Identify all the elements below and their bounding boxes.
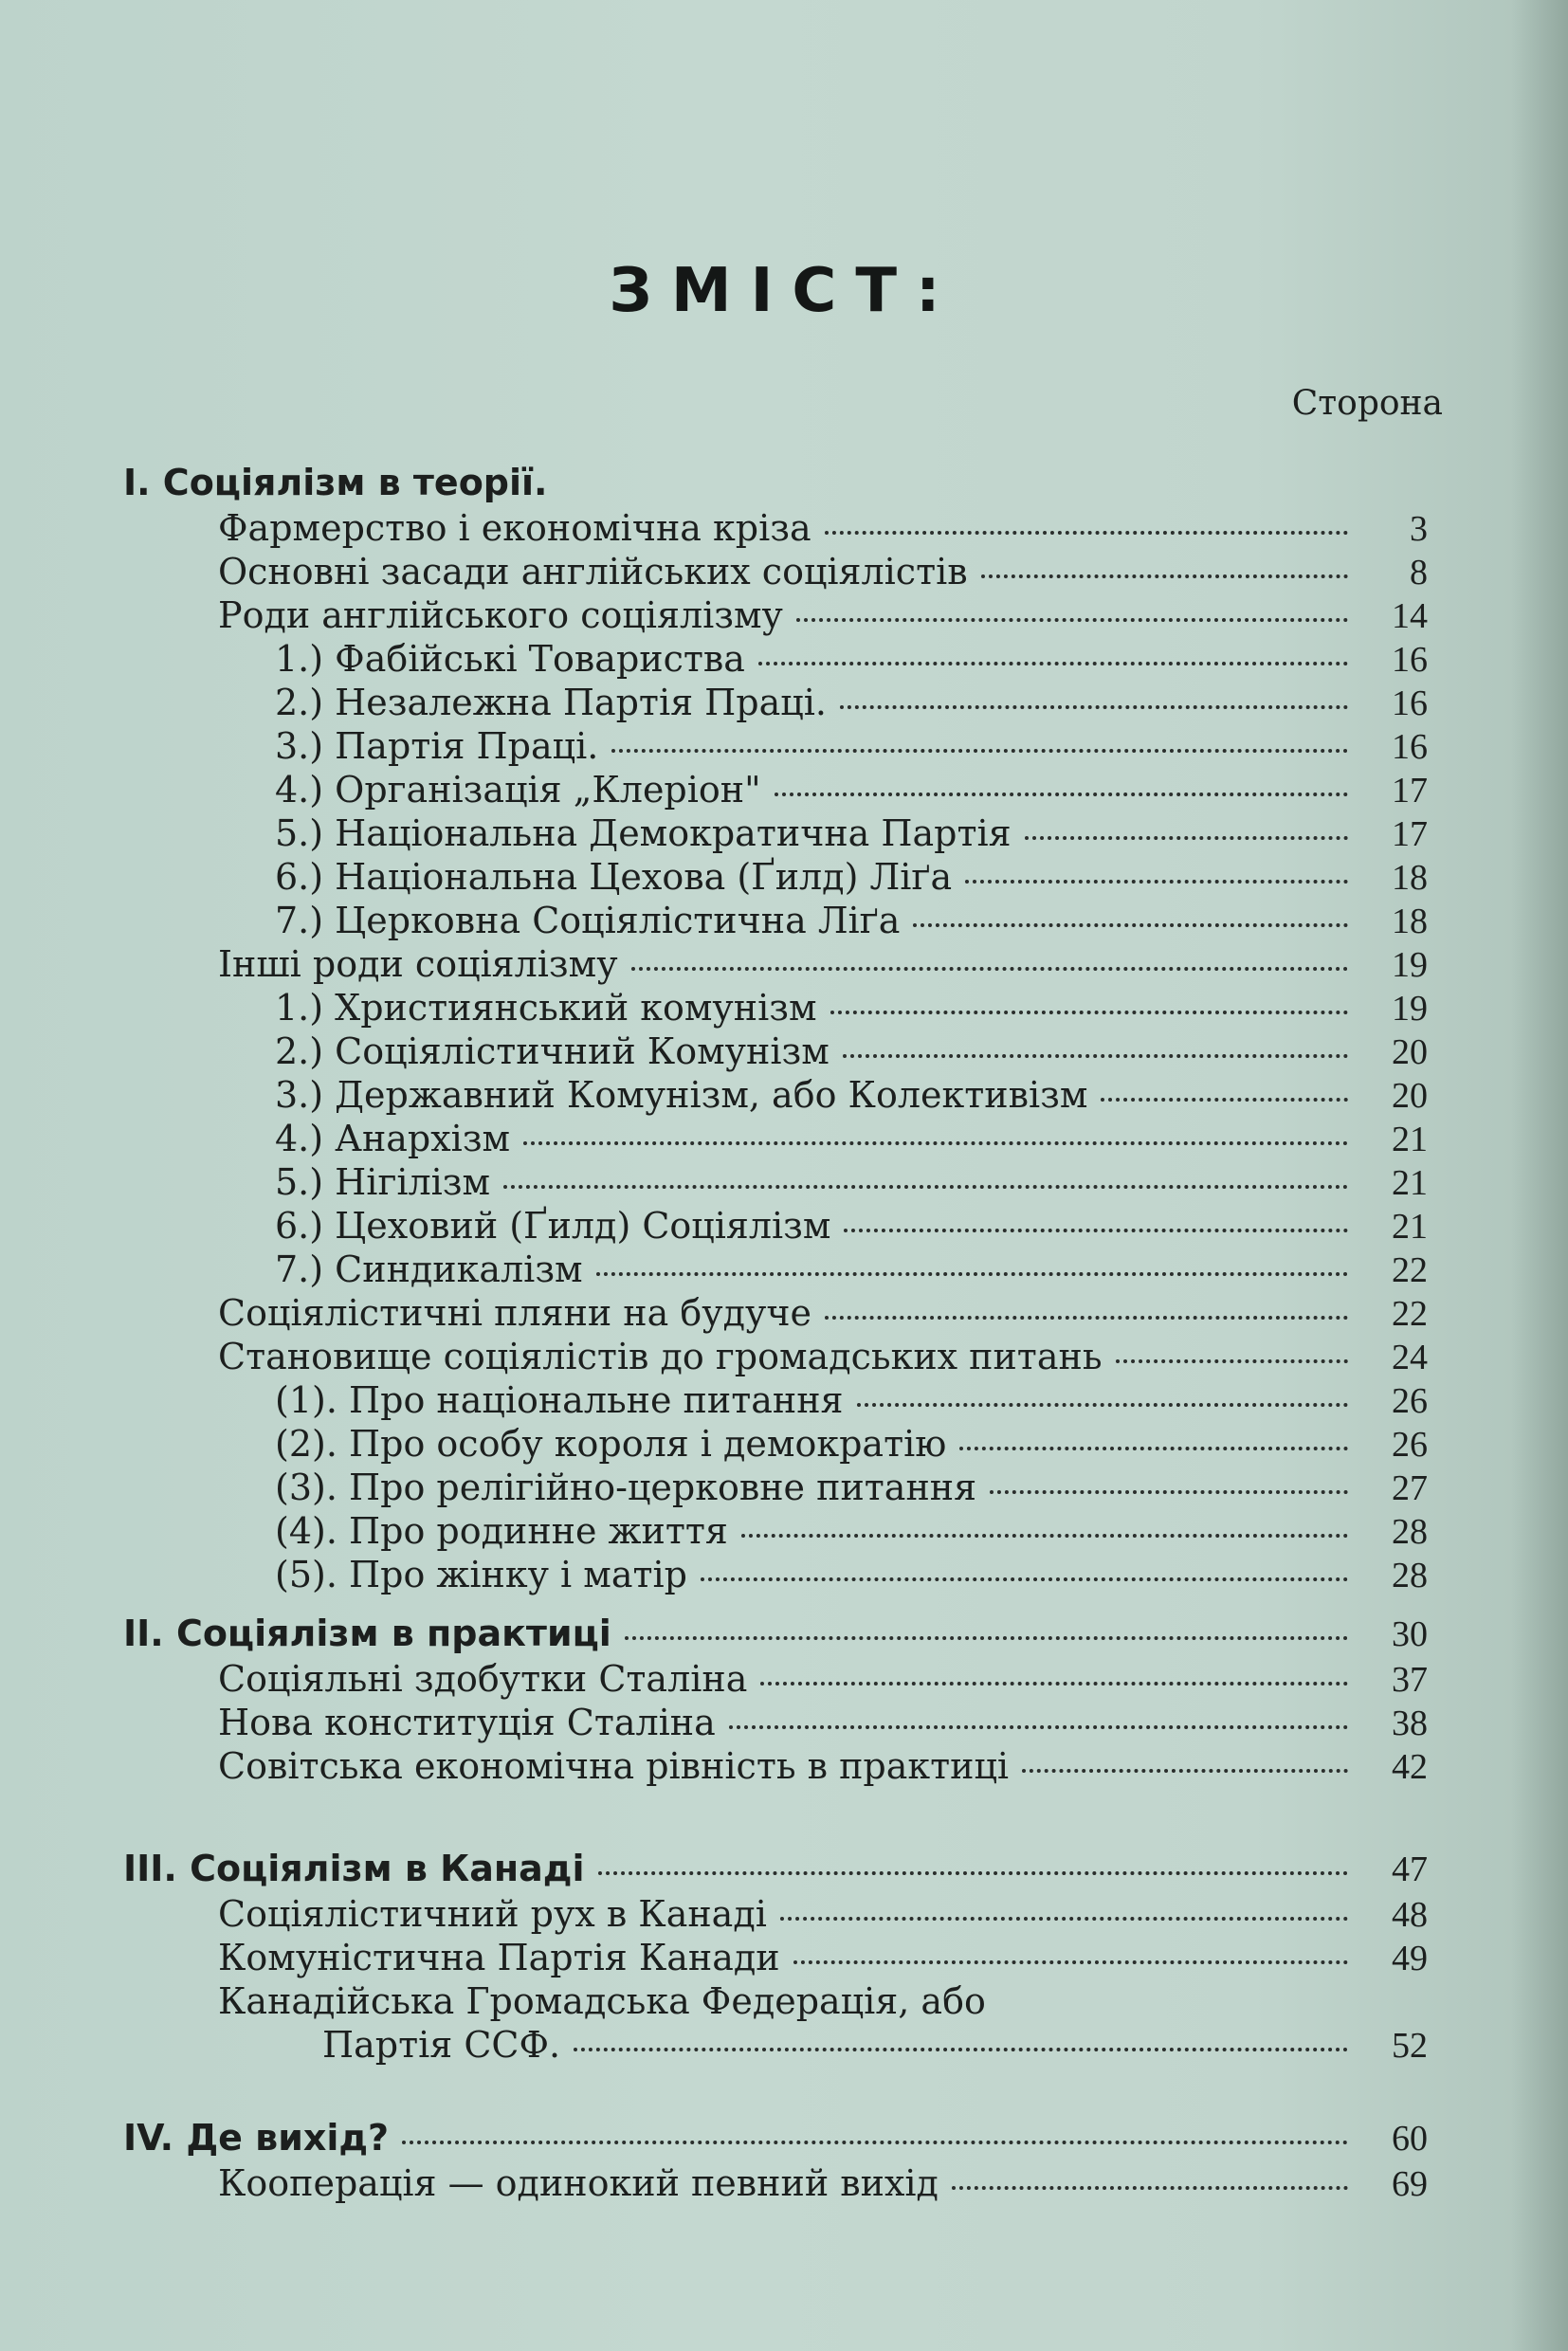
toc-entry-title: 7.) Церковна Соціялістична Ліґа xyxy=(275,900,901,941)
dot-leader xyxy=(843,1054,1348,1058)
page-column-label: Сторона xyxy=(1291,384,1443,423)
dot-leader xyxy=(631,967,1348,971)
toc-entry-title: (3). Про релігійно-церковне питання xyxy=(275,1467,977,1508)
toc-entry-page: 37 xyxy=(1392,1660,1428,1700)
dot-leader xyxy=(523,1141,1348,1145)
toc-entry-title: 1.) Фабійські Товариства xyxy=(275,638,745,680)
dot-leader xyxy=(611,749,1348,753)
toc-entry-title: Основні засади англійських соціялістів xyxy=(218,551,968,592)
dot-leader xyxy=(825,531,1348,535)
toc-entry-title: Соціялістичні пляни на будуче xyxy=(218,1292,811,1334)
toc-entry xyxy=(275,638,1428,680)
toc-entry-page: 20 xyxy=(1392,1032,1428,1072)
toc-entry xyxy=(123,1850,1428,1887)
dot-leader xyxy=(793,1960,1348,1964)
toc-entry xyxy=(218,1658,1428,1700)
toc-entry-page: 18 xyxy=(1392,858,1428,898)
toc-entry-page: 18 xyxy=(1392,902,1428,941)
toc-entry-page: 27 xyxy=(1392,1468,1428,1508)
toc-entry xyxy=(275,1161,1428,1203)
toc-entry xyxy=(218,1336,1428,1377)
dot-leader xyxy=(701,1577,1348,1581)
toc-entry-page: 16 xyxy=(1392,683,1428,723)
toc-entry xyxy=(322,2024,1428,2066)
dot-leader xyxy=(825,1316,1348,1320)
toc-entry-title: (2). Про особу короля і демократію xyxy=(275,1423,947,1465)
dot-leader xyxy=(840,705,1348,709)
toc-entry xyxy=(123,1615,1428,1652)
toc-entry-page: 21 xyxy=(1392,1120,1428,1159)
toc-entry xyxy=(275,725,1428,767)
toc-entry-title: 4.) Анархізм xyxy=(275,1118,511,1159)
dot-leader xyxy=(402,2141,1348,2144)
toc-entry xyxy=(218,1704,1428,1741)
toc-entry-title: (1). Про національне питання xyxy=(275,1379,844,1421)
toc-entry-page: 22 xyxy=(1392,1250,1428,1290)
toc-entry-page: 47 xyxy=(1392,1850,1428,1889)
toc-entry-page: 38 xyxy=(1392,1704,1428,1743)
dot-leader xyxy=(625,1636,1348,1640)
toc-entry-title: Соціяльні здобутки Сталіна xyxy=(218,1658,748,1700)
toc-entry-page: 19 xyxy=(1392,945,1428,985)
dot-leader xyxy=(741,1534,1348,1538)
toc-entry-page: 49 xyxy=(1392,1939,1428,1978)
toc-entry xyxy=(275,1248,1428,1290)
toc-entry xyxy=(218,551,1428,592)
dot-leader xyxy=(990,1490,1348,1494)
toc-entry xyxy=(275,1030,1428,1072)
toc-entry-title: 4.) Організація „Клеріон" xyxy=(275,769,761,811)
dot-leader xyxy=(729,1725,1348,1729)
toc-entry-title: Кооперація — одинокий певний вихід xyxy=(218,2162,939,2204)
dot-leader xyxy=(952,2186,1348,2190)
toc-entry-page: 42 xyxy=(1392,1747,1428,1787)
toc-entry-title: Становище соціялістів до громадських питань xyxy=(218,1336,1103,1377)
toc-entry xyxy=(218,1292,1428,1334)
toc-entry-title: 5.) Національна Демократична Партія xyxy=(275,812,1012,854)
dot-leader xyxy=(574,2048,1348,2051)
toc-entry-title: 3.) Державний Комунізм, або Колективізм xyxy=(275,1074,1088,1116)
toc-entry-page: 28 xyxy=(1392,1512,1428,1552)
toc-entry-title: 3.) Партія Праці. xyxy=(275,725,599,767)
toc-entry xyxy=(218,1937,1428,1978)
toc-entry-title: 2.) Незалежна Партія Праці. xyxy=(275,682,827,723)
dot-leader xyxy=(844,1229,1348,1232)
toc-entry-page: 28 xyxy=(1392,1556,1428,1595)
toc-entry-title: Комуністична Партія Канади xyxy=(218,1937,780,1978)
toc-entry xyxy=(218,1893,1428,1935)
dot-leader xyxy=(775,793,1348,796)
dot-leader xyxy=(596,1272,1348,1276)
toc-entry xyxy=(218,943,1428,985)
toc-entry xyxy=(275,1554,1428,1595)
toc-entry-page: 17 xyxy=(1392,814,1428,854)
toc-entry-page: 24 xyxy=(1392,1338,1428,1377)
toc-entry-page: 52 xyxy=(1392,2026,1428,2066)
toc-entry-page: 48 xyxy=(1392,1895,1428,1935)
toc-entry-page: 21 xyxy=(1392,1207,1428,1247)
toc-entry-title: Нова конституція Сталіна xyxy=(218,1702,716,1743)
toc-entry xyxy=(275,1074,1428,1116)
toc-entry xyxy=(275,812,1428,854)
toc-entry xyxy=(275,902,1428,939)
toc-entry-page: 14 xyxy=(1392,596,1428,636)
toc-entry xyxy=(275,1469,1428,1506)
toc-entry-page: 3 xyxy=(1410,509,1428,549)
toc-entry-page: 17 xyxy=(1392,771,1428,811)
toc-entry-page: 21 xyxy=(1392,1163,1428,1203)
toc-entry-page: 26 xyxy=(1392,1381,1428,1421)
toc-entry xyxy=(123,462,1428,503)
toc-entry-page: 16 xyxy=(1392,727,1428,767)
toc-entry-page: 8 xyxy=(1410,553,1428,592)
toc-entry xyxy=(275,1423,1428,1465)
toc-entry xyxy=(275,856,1428,898)
toc-entry xyxy=(218,594,1428,636)
toc-entry-title: Інші роди соціялізму xyxy=(218,943,618,985)
toc-entry-title: (4). Про родинне життя xyxy=(275,1510,728,1552)
toc-entry-title: ІІІ. Соціялізм в Канаді xyxy=(123,1848,585,1889)
toc-entry-page: 20 xyxy=(1392,1076,1428,1116)
toc-entry xyxy=(218,507,1428,549)
toc-entry xyxy=(275,684,1428,721)
toc-entry xyxy=(275,1510,1428,1552)
toc-entry-title: Роди англійського соціялізму xyxy=(218,594,783,636)
dot-leader xyxy=(830,1011,1348,1014)
toc-entry-title: Канадійська Громадська Федерація, або xyxy=(218,1980,986,2022)
dot-leader xyxy=(760,1682,1348,1686)
toc-entry-page: 60 xyxy=(1392,2119,1428,2159)
dot-leader xyxy=(758,662,1348,665)
toc-entry xyxy=(218,1980,1428,2022)
dot-leader xyxy=(1022,1769,1348,1773)
dot-leader xyxy=(598,1871,1349,1875)
toc-entry xyxy=(275,769,1428,811)
toc-entry-title: Партія ССФ. xyxy=(322,2024,561,2066)
toc-entry-title: І. Соціялізм в теорії. xyxy=(123,462,548,503)
toc-entry-title: 6.) Національна Цехова (Ґилд) Ліґа xyxy=(275,856,953,898)
dot-leader xyxy=(857,1403,1348,1407)
dot-leader xyxy=(965,880,1348,884)
dot-leader xyxy=(1116,1359,1348,1363)
toc-entry-page: 19 xyxy=(1392,989,1428,1029)
toc-entry-page: 69 xyxy=(1392,2164,1428,2204)
dot-leader xyxy=(913,923,1348,927)
toc-entry xyxy=(218,1745,1428,1787)
dot-leader xyxy=(981,574,1348,578)
toc-entry-page: 26 xyxy=(1392,1425,1428,1465)
dot-leader xyxy=(959,1447,1348,1450)
dot-leader xyxy=(796,618,1348,622)
toc-entry-title: IV. Де вихід? xyxy=(123,2117,390,2159)
toc-entry-title: Совітська економічна рівність в практиці xyxy=(218,1745,1010,1787)
toc-entry-page: 30 xyxy=(1392,1614,1428,1654)
toc-entry-page: 22 xyxy=(1392,1294,1428,1334)
toc-entry-title: 1.) Християнський комунізм xyxy=(275,987,817,1029)
toc-entry xyxy=(275,987,1428,1029)
toc-entry xyxy=(218,2162,1428,2204)
dot-leader xyxy=(503,1185,1348,1189)
toc-entry-title: ІІ. Соціялізм в практиці xyxy=(123,1613,611,1654)
dot-leader xyxy=(1025,836,1348,840)
toc-entry-page: 16 xyxy=(1392,640,1428,680)
toc-entry-title: 6.) Цеховий (Ґилд) Соціялізм xyxy=(275,1205,831,1247)
toc-entry-title: 5.) Нігілізм xyxy=(275,1161,491,1203)
page-title: ЗМІСТ: xyxy=(609,256,959,326)
toc-entry-title: (5). Про жінку і матір xyxy=(275,1554,687,1595)
toc-entry-title: Фармерство і економічна кріза xyxy=(218,507,811,549)
toc-entry-title: Соціялістичний рух в Канаді xyxy=(218,1893,767,1935)
toc-entry xyxy=(275,1379,1428,1421)
dot-leader xyxy=(780,1917,1348,1921)
dot-leader xyxy=(1101,1098,1348,1102)
toc-entry-title: 2.) Соціялістичний Комунізм xyxy=(275,1030,830,1072)
toc-entry xyxy=(275,1205,1428,1247)
toc-entry xyxy=(275,1118,1428,1159)
toc-entry-title: 7.) Синдикалізм xyxy=(275,1248,583,1290)
toc-entry xyxy=(123,2117,1428,2159)
